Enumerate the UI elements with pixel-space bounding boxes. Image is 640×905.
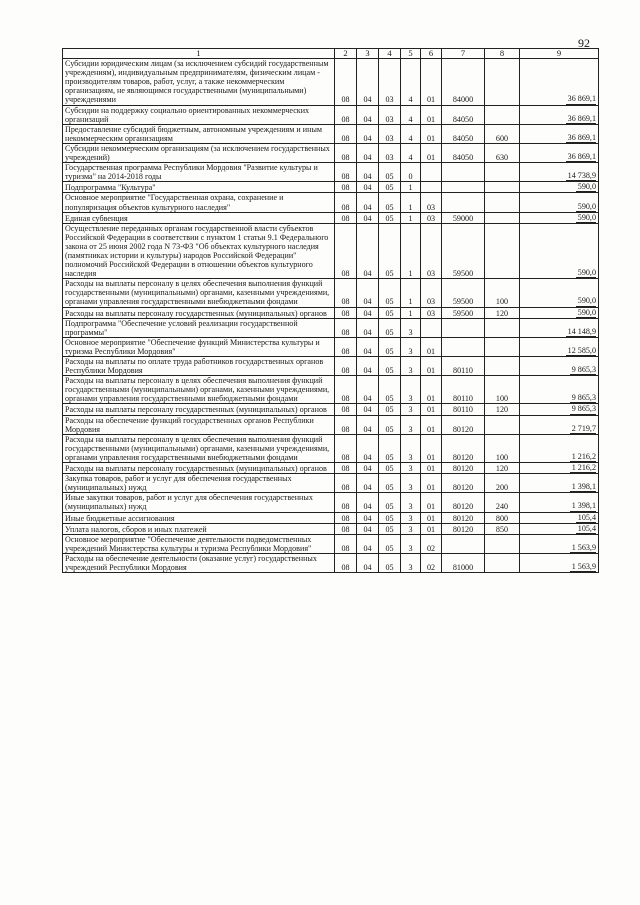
- cell-amount: [520, 463, 599, 474]
- cell-code: [421, 318, 442, 337]
- cell-code: 04: [357, 59, 379, 105]
- cell-code: 120: [485, 404, 520, 415]
- cell-amount: [520, 182, 599, 193]
- cell-amount: [520, 534, 599, 553]
- row-name: Расходы на выплаты персоналу государственных (муниципальных) органов: [63, 404, 335, 415]
- amount-value: 1 563,9: [571, 561, 596, 571]
- col-header: 7: [442, 49, 485, 59]
- row-name: Расходы на обеспечение функций государственных органов Республики Мордовия: [63, 415, 335, 434]
- cell-code: 08: [335, 553, 357, 572]
- cell-code: 240: [485, 493, 520, 512]
- amount-value: 590,0: [577, 307, 596, 317]
- cell-code: 05: [379, 357, 401, 376]
- table-body: [63, 59, 599, 573]
- cell-code: 05: [379, 434, 401, 462]
- cell-code: 05: [379, 512, 401, 523]
- cell-amount: [520, 415, 599, 434]
- cell-code: 03: [379, 143, 401, 162]
- cell-code: 04: [357, 415, 379, 434]
- cell-code: 630: [485, 143, 520, 162]
- cell-code: 80120: [442, 434, 485, 462]
- cell-code: 80110: [442, 357, 485, 376]
- cell-code: 3: [401, 493, 421, 512]
- table-row: [63, 415, 599, 434]
- cell-amount: [520, 212, 599, 223]
- table-row: [63, 143, 599, 162]
- row-name: Расходы на выплаты персоналу в целях обеспечения выполнения функций государственными (муниципальными) органами, казенными учреждениями, органами управления государственными внебюджетными фондами: [63, 279, 335, 307]
- amount-value: 9 865,3: [571, 393, 596, 403]
- cell-code: 04: [357, 553, 379, 572]
- cell-code: 01: [421, 124, 442, 143]
- table-row: [63, 512, 599, 523]
- cell-code: 800: [485, 512, 520, 523]
- cell-code: 01: [421, 434, 442, 462]
- table-row: [63, 212, 599, 223]
- cell-amount: [520, 357, 599, 376]
- cell-code: 08: [335, 105, 357, 124]
- amount-value: 590,0: [577, 201, 596, 211]
- cell-code: 4: [401, 105, 421, 124]
- cell-code: 08: [335, 434, 357, 462]
- cell-code: [485, 415, 520, 434]
- cell-code: 84050: [442, 105, 485, 124]
- row-name: Основное мероприятие "Обеспечение функций Министерства культуры и туризма Республики Мордовия": [63, 337, 335, 356]
- cell-amount: [520, 337, 599, 356]
- cell-code: 05: [379, 279, 401, 307]
- cell-code: 03: [421, 279, 442, 307]
- cell-code: 08: [335, 404, 357, 415]
- cell-code: [442, 163, 485, 182]
- cell-code: 01: [421, 376, 442, 404]
- amount-value: 105,4: [577, 523, 596, 533]
- cell-amount: [520, 279, 599, 307]
- cell-code: 200: [485, 474, 520, 493]
- cell-code: 01: [421, 415, 442, 434]
- table-row: [63, 59, 599, 105]
- cell-code: 80120: [442, 512, 485, 523]
- cell-amount: [520, 59, 599, 105]
- cell-code: [485, 553, 520, 572]
- table-row: [63, 376, 599, 404]
- cell-code: 80120: [442, 463, 485, 474]
- col-header: 2: [335, 49, 357, 59]
- cell-code: 05: [379, 376, 401, 404]
- cell-code: 08: [335, 337, 357, 356]
- cell-code: 08: [335, 474, 357, 493]
- cell-code: 3: [401, 463, 421, 474]
- table-row: [63, 318, 599, 337]
- cell-amount: [520, 434, 599, 462]
- cell-code: 01: [421, 59, 442, 105]
- col-header: 9: [520, 49, 599, 59]
- row-name: Подпрограмма "Культура": [63, 182, 335, 193]
- row-name: Субсидии на поддержку социально ориентированных некоммерческих организаций: [63, 105, 335, 124]
- row-name: Субсидии некоммерческим организациям (за исключением государственных учреждений): [63, 143, 335, 162]
- table-row: [63, 193, 599, 212]
- cell-code: 3: [401, 523, 421, 534]
- col-header: 6: [421, 49, 442, 59]
- cell-code: [485, 163, 520, 182]
- col-header: 3: [357, 49, 379, 59]
- cell-code: 3: [401, 318, 421, 337]
- cell-code: 1: [401, 212, 421, 223]
- amount-value: 590,0: [577, 212, 596, 222]
- row-name: Расходы на выплаты персоналу в целях обеспечения выполнения функций государственными (муниципальными) органами, казенными учреждениями, органами управления государственными внебюджетными фондами: [63, 434, 335, 462]
- amount-value: 12 585,0: [567, 345, 596, 355]
- cell-code: [442, 337, 485, 356]
- cell-code: 4: [401, 124, 421, 143]
- table-row: [63, 223, 599, 279]
- amount-value: 9 865,3: [571, 365, 596, 375]
- cell-amount: [520, 105, 599, 124]
- cell-code: 59500: [442, 307, 485, 318]
- amount-value: 36 869,1: [567, 94, 596, 104]
- table-row: [63, 124, 599, 143]
- cell-code: 04: [357, 463, 379, 474]
- cell-code: 84050: [442, 143, 485, 162]
- cell-code: [442, 193, 485, 212]
- cell-code: 08: [335, 59, 357, 105]
- cell-code: 120: [485, 307, 520, 318]
- cell-code: 80110: [442, 376, 485, 404]
- cell-code: 08: [335, 357, 357, 376]
- cell-amount: [520, 376, 599, 404]
- cell-code: 04: [357, 337, 379, 356]
- cell-code: 4: [401, 59, 421, 105]
- cell-code: 05: [379, 337, 401, 356]
- row-name: Расходы на обеспечение деятельности (оказание услуг) государственных учреждений Республики Мордовия: [63, 553, 335, 572]
- row-name: Подпрограмма "Обеспечение условий реализации государственной программы": [63, 318, 335, 337]
- cell-code: 01: [421, 512, 442, 523]
- cell-code: 01: [421, 474, 442, 493]
- cell-code: 04: [357, 512, 379, 523]
- row-name: Предоставление субсидий бюджетным, автономным учреждениям и иным некоммерческим организациям: [63, 124, 335, 143]
- cell-amount: [520, 523, 599, 534]
- table-row: [63, 357, 599, 376]
- table-row: [63, 523, 599, 534]
- cell-code: 08: [335, 193, 357, 212]
- cell-code: 05: [379, 474, 401, 493]
- cell-code: 04: [357, 223, 379, 279]
- col-header: 4: [379, 49, 401, 59]
- cell-code: [442, 182, 485, 193]
- cell-code: 59500: [442, 279, 485, 307]
- row-name: Единая субвенция: [63, 212, 335, 223]
- cell-code: 80110: [442, 404, 485, 415]
- cell-code: 03: [421, 193, 442, 212]
- cell-code: 59000: [442, 212, 485, 223]
- cell-code: [485, 223, 520, 279]
- cell-code: [485, 318, 520, 337]
- cell-code: 04: [357, 523, 379, 534]
- cell-code: 3: [401, 337, 421, 356]
- cell-code: 3: [401, 434, 421, 462]
- cell-code: 08: [335, 512, 357, 523]
- cell-code: 1: [401, 182, 421, 193]
- table-row: [63, 404, 599, 415]
- row-name: Расходы на выплаты персоналу в целях обеспечения выполнения функций государственными (муниципальными) органами, казенными учреждениями, органами управления государственными внебюджетными фондами: [63, 376, 335, 404]
- cell-code: 08: [335, 463, 357, 474]
- row-name: Закупка товаров, работ и услуг для обеспечения государственных (муниципальных) нужд: [63, 474, 335, 493]
- cell-code: 1: [401, 307, 421, 318]
- amount-value: 9 865,3: [571, 404, 596, 414]
- cell-code: 05: [379, 534, 401, 553]
- cell-code: 05: [379, 212, 401, 223]
- row-name: Субсидии юридическим лицам (за исключением субсидий государственным учреждениям), индивидуальным предпринимателям, физическим лицам - производителям товаров, работ, услуг, а также некоммерческим организациям, не являющимся государственными (муниципальными) учреждениями: [63, 59, 335, 105]
- cell-code: 04: [357, 182, 379, 193]
- cell-code: 03: [421, 223, 442, 279]
- amount-value: 1 398,1: [571, 482, 596, 492]
- table-row: [63, 463, 599, 474]
- amount-value: 1 563,9: [571, 542, 596, 552]
- table-row: [63, 493, 599, 512]
- cell-code: 08: [335, 318, 357, 337]
- cell-code: 05: [379, 163, 401, 182]
- cell-amount: [520, 143, 599, 162]
- cell-code: 1: [401, 279, 421, 307]
- cell-code: 04: [357, 193, 379, 212]
- cell-code: [485, 193, 520, 212]
- cell-code: 100: [485, 279, 520, 307]
- cell-amount: [520, 163, 599, 182]
- budget-table: [62, 48, 599, 573]
- table-row: [63, 474, 599, 493]
- cell-code: [421, 163, 442, 182]
- cell-code: 01: [421, 337, 442, 356]
- row-name: Иные бюджетные ассигнования: [63, 512, 335, 523]
- cell-code: 4: [401, 143, 421, 162]
- cell-code: 02: [421, 534, 442, 553]
- col-header: 8: [485, 49, 520, 59]
- cell-code: 3: [401, 534, 421, 553]
- table-row: [63, 279, 599, 307]
- cell-code: 80120: [442, 415, 485, 434]
- cell-code: 01: [421, 404, 442, 415]
- cell-code: [485, 59, 520, 105]
- cell-code: 84000: [442, 59, 485, 105]
- cell-code: 05: [379, 553, 401, 572]
- cell-code: 02: [421, 553, 442, 572]
- cell-code: 08: [335, 307, 357, 318]
- cell-code: 03: [379, 59, 401, 105]
- cell-code: 01: [421, 105, 442, 124]
- cell-code: 04: [357, 124, 379, 143]
- cell-code: 03: [379, 105, 401, 124]
- cell-code: 04: [357, 534, 379, 553]
- cell-code: [485, 105, 520, 124]
- cell-code: [421, 182, 442, 193]
- cell-code: [485, 212, 520, 223]
- cell-amount: [520, 307, 599, 318]
- cell-code: 01: [421, 493, 442, 512]
- cell-code: 01: [421, 143, 442, 162]
- table-row: [63, 307, 599, 318]
- cell-code: 80120: [442, 474, 485, 493]
- cell-code: 100: [485, 376, 520, 404]
- cell-code: 05: [379, 223, 401, 279]
- cell-code: 01: [421, 357, 442, 376]
- cell-amount: [520, 553, 599, 572]
- amount-value: 1 216,2: [571, 451, 596, 461]
- cell-code: 59500: [442, 223, 485, 279]
- table-row: [63, 105, 599, 124]
- cell-amount: [520, 474, 599, 493]
- cell-code: 03: [379, 124, 401, 143]
- amount-value: 36 869,1: [567, 152, 596, 162]
- cell-code: 05: [379, 318, 401, 337]
- cell-code: 3: [401, 553, 421, 572]
- cell-code: 08: [335, 124, 357, 143]
- cell-code: 08: [335, 163, 357, 182]
- cell-code: [485, 357, 520, 376]
- cell-code: 08: [335, 212, 357, 223]
- cell-code: 01: [421, 523, 442, 534]
- cell-code: 08: [335, 534, 357, 553]
- amount-value: 2 719,7: [571, 423, 596, 433]
- cell-code: 08: [335, 523, 357, 534]
- table-row: [63, 163, 599, 182]
- cell-code: 3: [401, 376, 421, 404]
- cell-code: 04: [357, 307, 379, 318]
- cell-code: 04: [357, 163, 379, 182]
- cell-amount: [520, 193, 599, 212]
- cell-code: 04: [357, 105, 379, 124]
- row-name: Осуществление переданных органам государственной власти субъектов Российской Федерации в соответствии с пунктом 1 статьи 9.1 Федерального закона от 25 июня 2002 года N 73-ФЗ "Об объектах культурного наследия (памятниках истории и культуры) народов Российской Федерации" полномочий Российской Федерации в отношении объектов культурного наследия: [63, 223, 335, 279]
- row-name: Уплата налогов, сборов и иных платежей: [63, 523, 335, 534]
- row-name: Основное мероприятие "Государственная охрана, сохранение и популяризация объектов культурного наследия": [63, 193, 335, 212]
- cell-amount: [520, 223, 599, 279]
- page-number: 92: [578, 36, 590, 50]
- cell-code: 04: [357, 279, 379, 307]
- cell-code: [442, 534, 485, 553]
- cell-code: 03: [421, 212, 442, 223]
- cell-code: [485, 182, 520, 193]
- header-row: [63, 49, 599, 59]
- cell-code: 08: [335, 279, 357, 307]
- col-header: 1: [63, 49, 335, 59]
- cell-code: 3: [401, 357, 421, 376]
- cell-code: 04: [357, 434, 379, 462]
- cell-code: 1: [401, 223, 421, 279]
- amount-value: 1 216,2: [571, 463, 596, 473]
- cell-code: 04: [357, 404, 379, 415]
- cell-code: 04: [357, 474, 379, 493]
- amount-value: 590,0: [577, 182, 596, 192]
- cell-code: [485, 337, 520, 356]
- cell-code: 03: [421, 307, 442, 318]
- cell-code: [442, 318, 485, 337]
- cell-code: 04: [357, 357, 379, 376]
- amount-value: 590,0: [577, 268, 596, 278]
- cell-amount: [520, 124, 599, 143]
- row-name: Государственная программа Республики Мордовия "Развитие культуры и туризма" на 2014-2018 годы: [63, 163, 335, 182]
- cell-code: 05: [379, 523, 401, 534]
- cell-code: 04: [357, 318, 379, 337]
- cell-code: 3: [401, 404, 421, 415]
- cell-code: 05: [379, 493, 401, 512]
- cell-code: 3: [401, 512, 421, 523]
- table-row: [63, 182, 599, 193]
- amount-value: 105,4: [577, 512, 596, 522]
- cell-code: 08: [335, 182, 357, 193]
- cell-code: 850: [485, 523, 520, 534]
- cell-code: 08: [335, 415, 357, 434]
- cell-code: 80120: [442, 493, 485, 512]
- row-name: Иные закупки товаров, работ и услуг для обеспечения государственных (муниципальных) нужд: [63, 493, 335, 512]
- cell-code: [485, 534, 520, 553]
- cell-code: 600: [485, 124, 520, 143]
- table-row: [63, 434, 599, 462]
- amount-value: 590,0: [577, 296, 596, 306]
- cell-code: 05: [379, 415, 401, 434]
- cell-code: 84050: [442, 124, 485, 143]
- amount-value: 36 869,1: [567, 132, 596, 142]
- cell-code: 08: [335, 223, 357, 279]
- amount-value: 1 398,1: [571, 501, 596, 511]
- cell-code: 08: [335, 493, 357, 512]
- cell-code: 05: [379, 307, 401, 318]
- col-header: 5: [401, 49, 421, 59]
- cell-code: 1: [401, 193, 421, 212]
- row-name: Расходы на выплаты персоналу государственных (муниципальных) органов: [63, 307, 335, 318]
- cell-code: 04: [357, 212, 379, 223]
- cell-code: 08: [335, 376, 357, 404]
- row-name: Расходы на выплаты по оплате труда работников государственных органов Республики Мордовия: [63, 357, 335, 376]
- cell-amount: [520, 404, 599, 415]
- cell-code: 05: [379, 404, 401, 415]
- cell-code: 05: [379, 463, 401, 474]
- cell-code: 04: [357, 376, 379, 404]
- table-row: [63, 337, 599, 356]
- table-row: [63, 534, 599, 553]
- cell-code: 04: [357, 143, 379, 162]
- amount-value: 14 148,9: [567, 326, 596, 336]
- cell-code: 08: [335, 143, 357, 162]
- cell-code: 05: [379, 193, 401, 212]
- cell-code: 80120: [442, 523, 485, 534]
- cell-amount: [520, 512, 599, 523]
- cell-code: 01: [421, 463, 442, 474]
- amount-value: 14 738,9: [567, 171, 596, 181]
- cell-code: 04: [357, 493, 379, 512]
- cell-code: 120: [485, 463, 520, 474]
- cell-amount: [520, 318, 599, 337]
- cell-code: 0: [401, 163, 421, 182]
- amount-value: 36 869,1: [567, 113, 596, 123]
- cell-amount: [520, 493, 599, 512]
- cell-code: 100: [485, 434, 520, 462]
- row-name: Основное мероприятие "Обеспечение деятельности подведомственных учреждений Министерства культуры и туризма Республики Мордовия": [63, 534, 335, 553]
- table-row: [63, 553, 599, 572]
- cell-code: 3: [401, 415, 421, 434]
- cell-code: 05: [379, 182, 401, 193]
- cell-code: 81000: [442, 553, 485, 572]
- row-name: Расходы на выплаты персоналу государственных (муниципальных) органов: [63, 463, 335, 474]
- cell-code: 3: [401, 474, 421, 493]
